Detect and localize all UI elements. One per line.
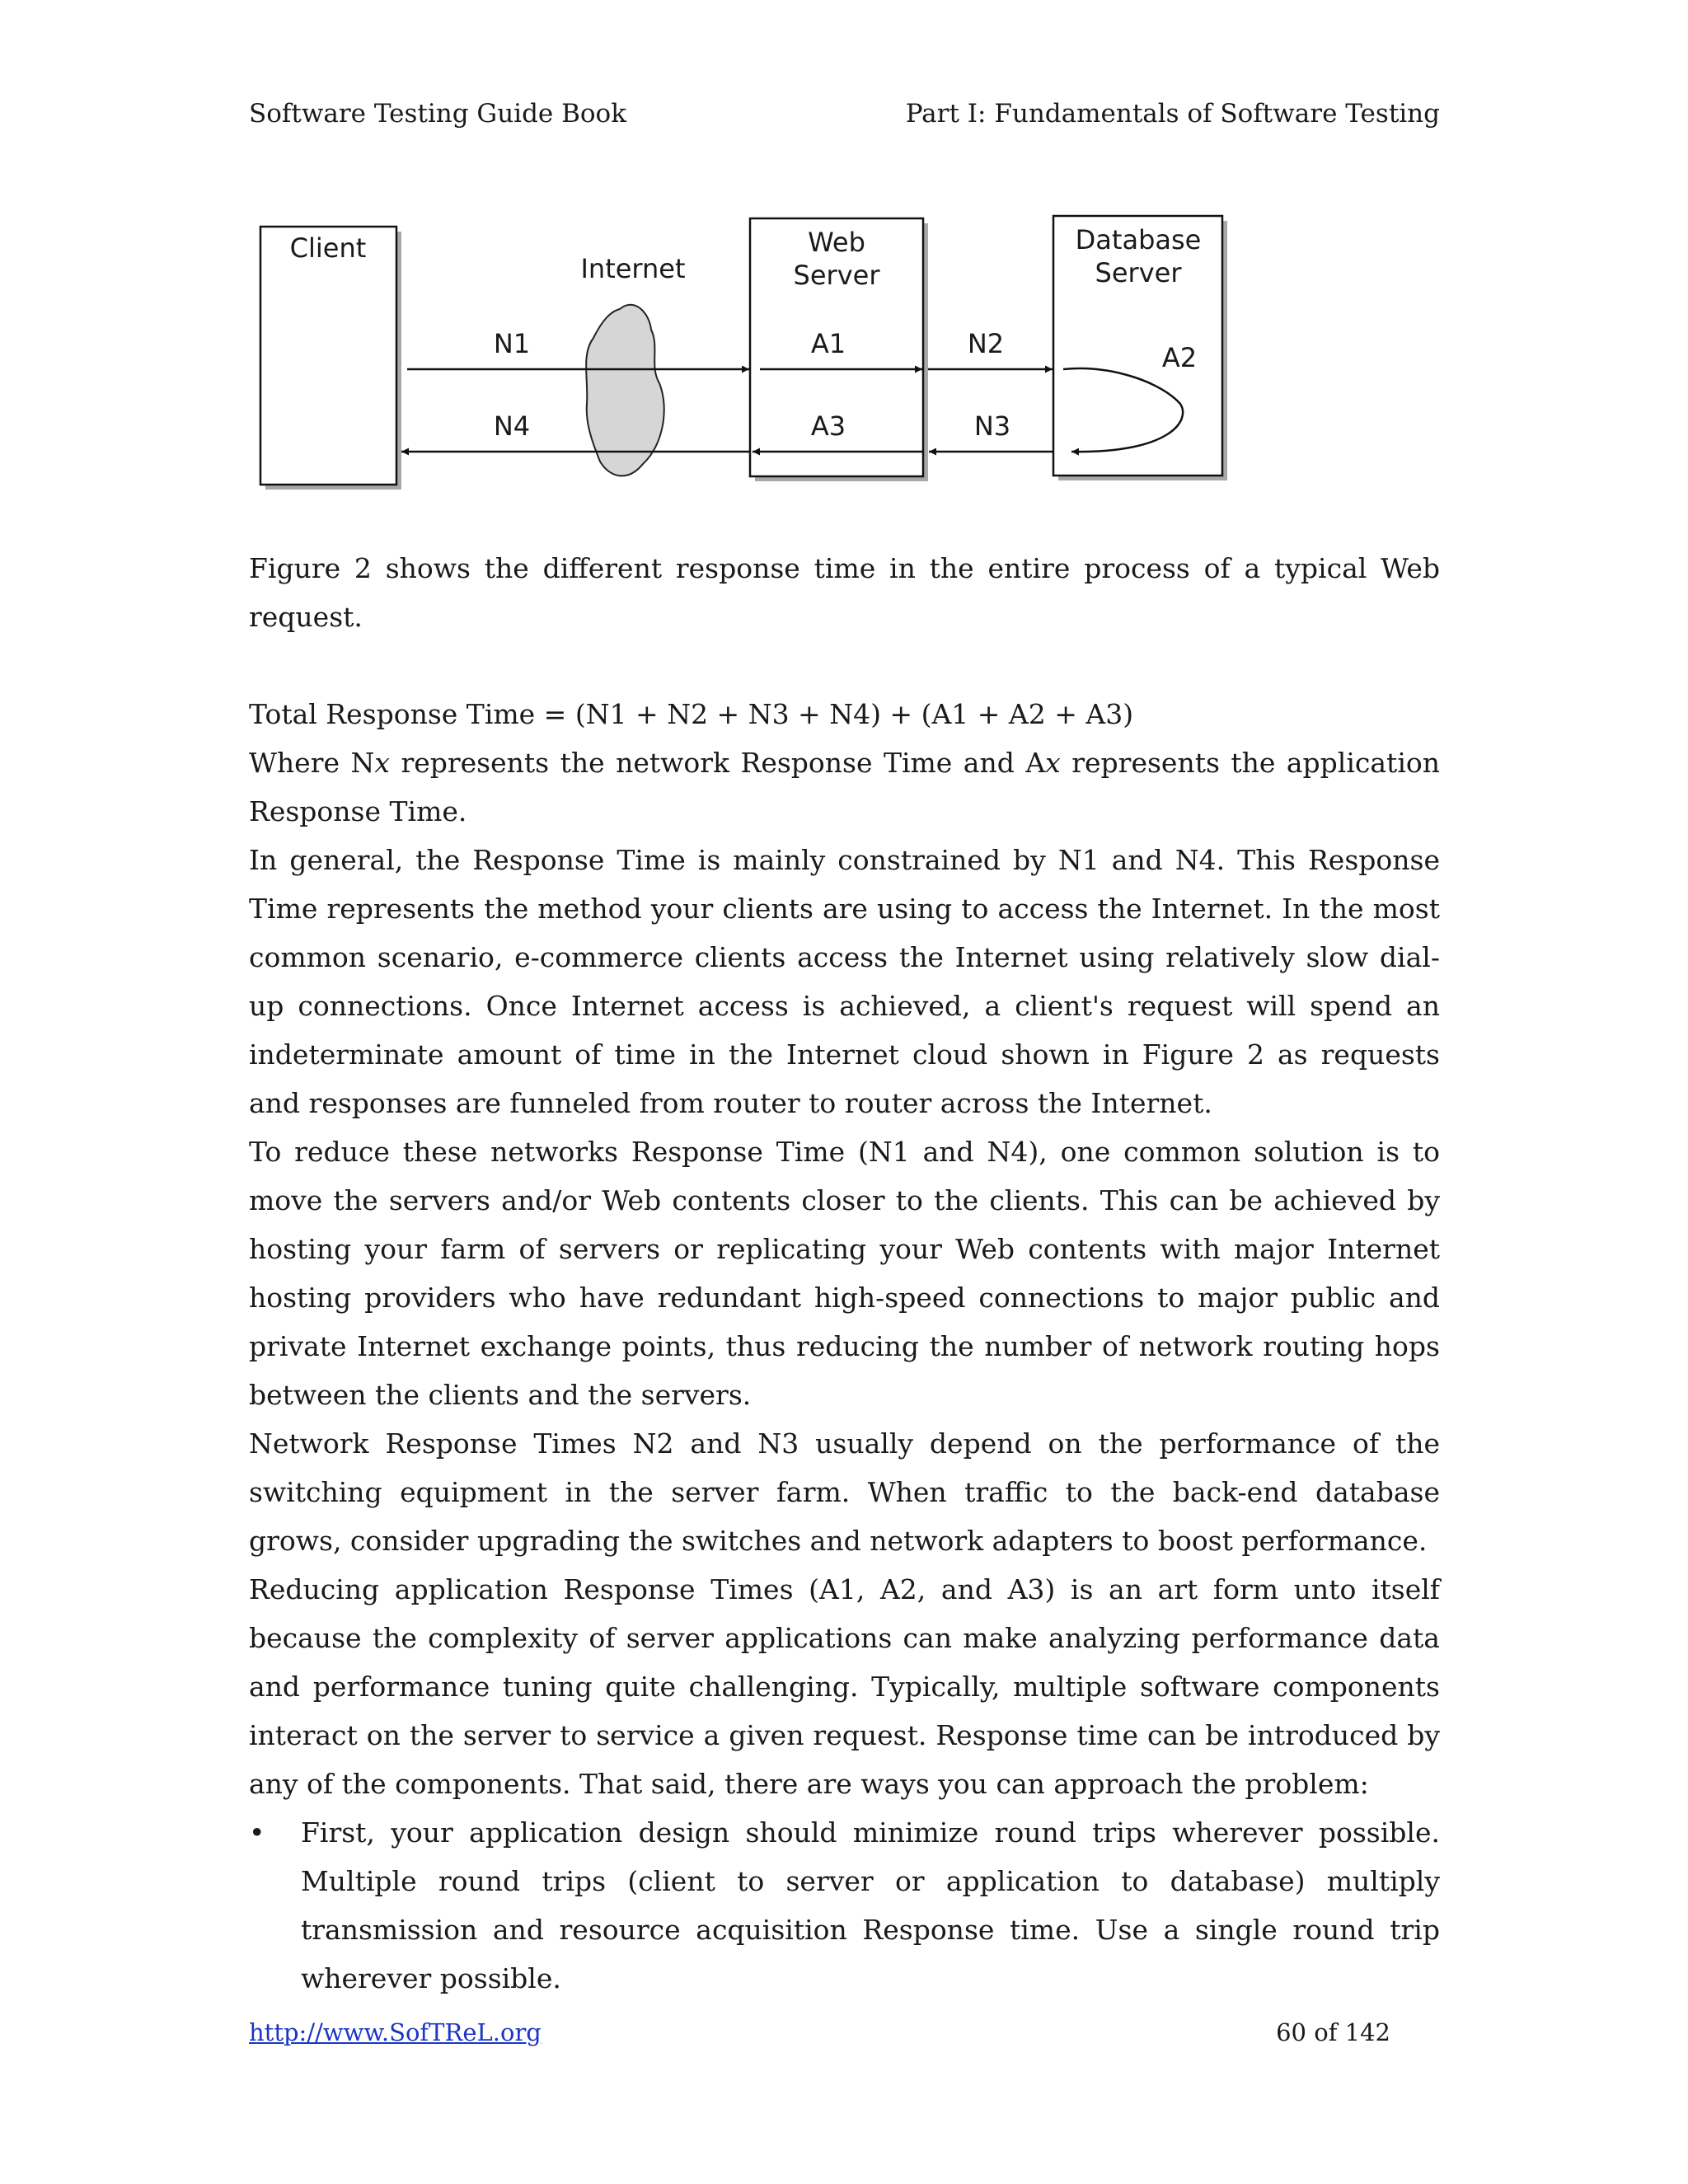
label-n1: N1 [493, 328, 531, 359]
paragraph-4: Reducing application Response Times (A1, A2, and A3) is an art form unto itself because the complexity of server applications can make analyzing performance data and performance tuning quite challenging. Typically, multiple software components interact on the server to service a given request. Response time can be introduced by any of the components. That said, there are ways you can approach the problem: [249, 1573, 1440, 1800]
web-server-label-line1: Web [808, 227, 865, 258]
label-n4: N4 [493, 410, 531, 442]
footer-link[interactable]: http://www.SofTReL.org [249, 2018, 542, 2046]
page-number: 60 of 142 [1276, 2018, 1390, 2046]
paragraph-2: To reduce these networks Response Time (N1 and N4), one common solution is to move the servers and/or Web contents closer to the clients. This can be achieved by hosting your farm of servers or replicating your Web contents with major Internet hosting providers who have redundant high-speed connections to major public and private Internet exchange points, thus reducing the number of network routing hops between the clients and the servers. [249, 1136, 1440, 1411]
internet-label: Internet [580, 253, 686, 284]
web-server-label-line2: Server [793, 260, 880, 291]
bullet-icon: • [249, 1816, 265, 1849]
label-a2: A2 [1161, 342, 1198, 373]
response-time-diagram [247, 206, 1236, 494]
header-book-title: Software Testing Guide Book [249, 99, 627, 129]
db-server-label-line2: Server [1095, 257, 1182, 288]
spacer [249, 641, 1440, 690]
paragraph-3: Network Response Times N2 and N3 usually depend on the performance of the switching equipment in the server farm. When traffic to the back-end database grows, consider upgrading the switches and network adapters to boost performance. [249, 1427, 1440, 1557]
paragraph-1: In general, the Response Time is mainly constrained by N1 and N4. This Response Time represents the method your clients are using to access the Internet. In the most common scenario, e-commerce clients access the Internet using relatively slow dial-up connections. Once Internet access is achieved, a client's request will spend an indeterminate amount of time in the Internet cloud shown in Figure 2 as requests and responses are funneled from router to router across the Internet. [249, 844, 1440, 1119]
label-n3: N3 [973, 410, 1011, 442]
database-server-box [1053, 216, 1227, 480]
bullet-list [249, 1808, 1440, 2003]
where-paragraph: Where Nx represents the network Response Time and Ax represents the application Response Time. [249, 747, 1440, 827]
client-box [260, 227, 401, 490]
header-part-title: Part I: Fundamentals of Software Testing [905, 99, 1440, 129]
formula: Total Response Time = (N1 + N2 + N3 + N4) + (A1 + A2 + A3) [249, 698, 1134, 730]
label-a3: A3 [810, 410, 846, 442]
db-server-label-line1: Database [1075, 224, 1202, 255]
label-a1: A1 [810, 328, 846, 359]
main-text [249, 544, 1440, 2003]
figure-caption: Figure 2 shows the different response time in the entire process of a typical Web request. [249, 552, 1440, 633]
label-n2: N2 [967, 328, 1005, 359]
client-label: Client [289, 232, 367, 264]
bullet-item: • First, your application design should minimize round trips wherever possible. Multiple round trips (client to server or application to database) multiply transmission and resource acquisition Response time. Use a single round trip wherever possible. [249, 1808, 1440, 2003]
internet-cloud [580, 253, 685, 476]
